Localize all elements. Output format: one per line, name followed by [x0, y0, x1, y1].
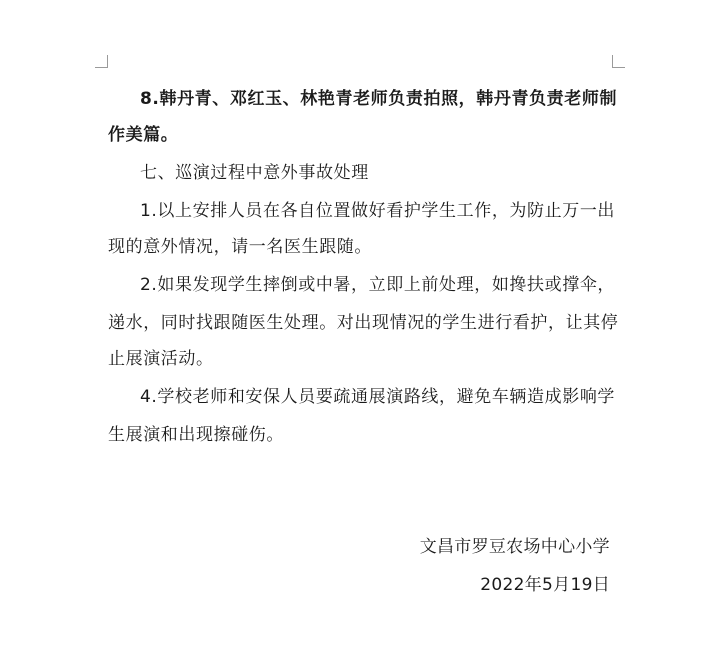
item4-line1: 4.学校老师和安保人员要疏通展演路线，避免车辆造成影响学 — [140, 387, 616, 407]
item2-line3: 止展演活动。 — [108, 349, 214, 369]
item1-line2: 现的意外情况，请一名医生跟随。 — [108, 237, 372, 257]
item2-line1: 2.如果发现学生摔倒或中暑，立即上前处理，如搀扶或撑伞， — [140, 275, 616, 295]
item1-line1: 1.以上安排人员在各自位置做好看护学生工作，为防止万一出 — [140, 201, 616, 221]
section7-heading: 七、巡演过程中意外事故处理 — [140, 163, 369, 183]
item8-line1: 8.韩丹青、邓红玉、林艳青老师负责拍照，韩丹青负责老师制 — [140, 89, 618, 109]
item2-line2: 递水，同时找跟随医生处理。对出现情况的学生进行看护，让其停 — [108, 313, 619, 333]
crop-mark-top-right — [612, 55, 625, 68]
signature-organization: 文昌市罗豆农场中心小学 — [419, 537, 610, 557]
item4-line2: 生展演和出现擦碰伤。 — [108, 425, 284, 445]
crop-mark-top-left — [95, 55, 108, 68]
item8-line2: 作美篇。 — [108, 125, 179, 145]
signature-date: 2022年5月19日 — [480, 575, 610, 595]
